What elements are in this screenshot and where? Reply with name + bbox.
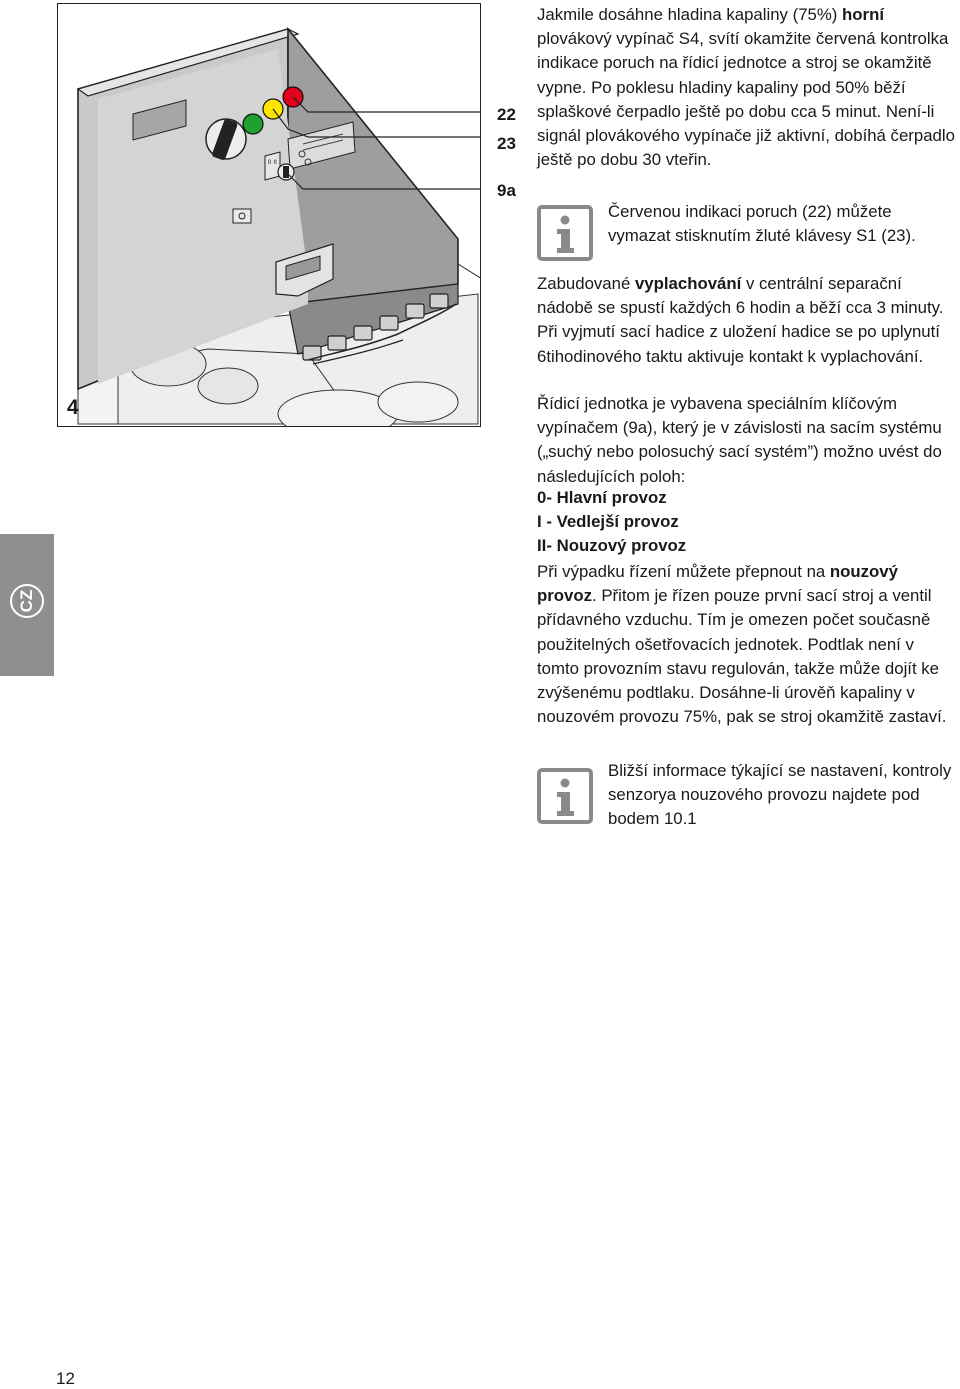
mode-emergency: II- Nouzový provoz xyxy=(537,536,687,555)
figure-number: 4 xyxy=(67,396,79,419)
p2-text-a: Zabudované xyxy=(537,274,635,293)
callout-9a: 9a xyxy=(497,181,516,200)
mode-secondary: I - Vedlejší provoz xyxy=(537,512,679,531)
paragraph-float-switch xyxy=(537,3,960,172)
p1-text-c: plovákový vypínač S4, svítí okamžite červená kontrolka indikace poruch na řídicí jednotce a stroj se okamžitě vypne. Po poklesu hladiny kapaliny pod 50% běží splaškové čerpadlo ještě po dobu cca 5 minut. Není-li signál plovákového vypínače již aktivní, dobíhá čerpadlo ještě po dobu 30 vteřin. xyxy=(537,29,955,170)
p2-text-bold: vyplachování xyxy=(634,274,742,293)
page-number: 12 xyxy=(56,1369,75,1388)
mode-main: 0- Hlavní provoz xyxy=(537,488,667,507)
green-lamp-icon xyxy=(243,114,263,134)
info-icon xyxy=(537,205,593,261)
paragraph-flushing xyxy=(537,272,960,369)
p2-text-c: v centrální separační nádobě se spustí každých 6 hodin a běží cca 3 minuty. Při vyjmutí sací hadice z uložení hadice se po uplynutí 6tihodinového taktu aktivuje kontakt k vyplachování. xyxy=(537,274,944,366)
p1-text-a: Jakmile dosáhne hladina kapaliny (75%) xyxy=(537,5,843,24)
note-further-info: Bližší informace týkající se nastavení, kontroly senzorya nouzového provozu najdete pod bodem 10.1 xyxy=(608,761,952,829)
control-unit-drawing xyxy=(58,4,481,427)
svg-text:I 0 II: I 0 II xyxy=(264,159,277,166)
figure-illustration xyxy=(57,3,481,427)
callout-23: 23 xyxy=(497,134,516,153)
language-tab xyxy=(0,534,54,676)
info-icon xyxy=(537,768,593,824)
p4-text-c: . Přitom je řízen pouze první sací stroj a ventil přídavného vzduchu. Tím je omezen počet současně použitelných ošetřovacích jednotek. Podtlak není v tomto provozním stavu regulován, takže může dojít ke zvýšenému podtlaku. Dosáhne-li úrověň kapaliny v nouzovém provozu 75%, pak se stroj okamžitě zastaví. xyxy=(537,586,947,727)
paragraph-key-switch: Řídicí jednotka je vybavena speciálním klíčovým vypínačem (9a), který je v závislosti na sacím systému („suchý nebo polosuchý sací systém”) možno uvést do následujících poloh: xyxy=(537,394,942,486)
p4-text-bold: nouzový provoz xyxy=(537,562,898,606)
note-reset-indicator: Červenou indikaci poruch (22) můžete vymazat stisknutím žluté klávesy S1 (23). xyxy=(608,202,916,246)
p1-text-bold: horní xyxy=(842,5,884,24)
callout-22: 22 xyxy=(497,105,516,124)
paragraph-emergency-mode xyxy=(537,560,960,729)
language-tab-label: CZ xyxy=(10,584,44,618)
p4-text-a: Při výpadku řízení můžete přepnout na xyxy=(537,562,830,581)
